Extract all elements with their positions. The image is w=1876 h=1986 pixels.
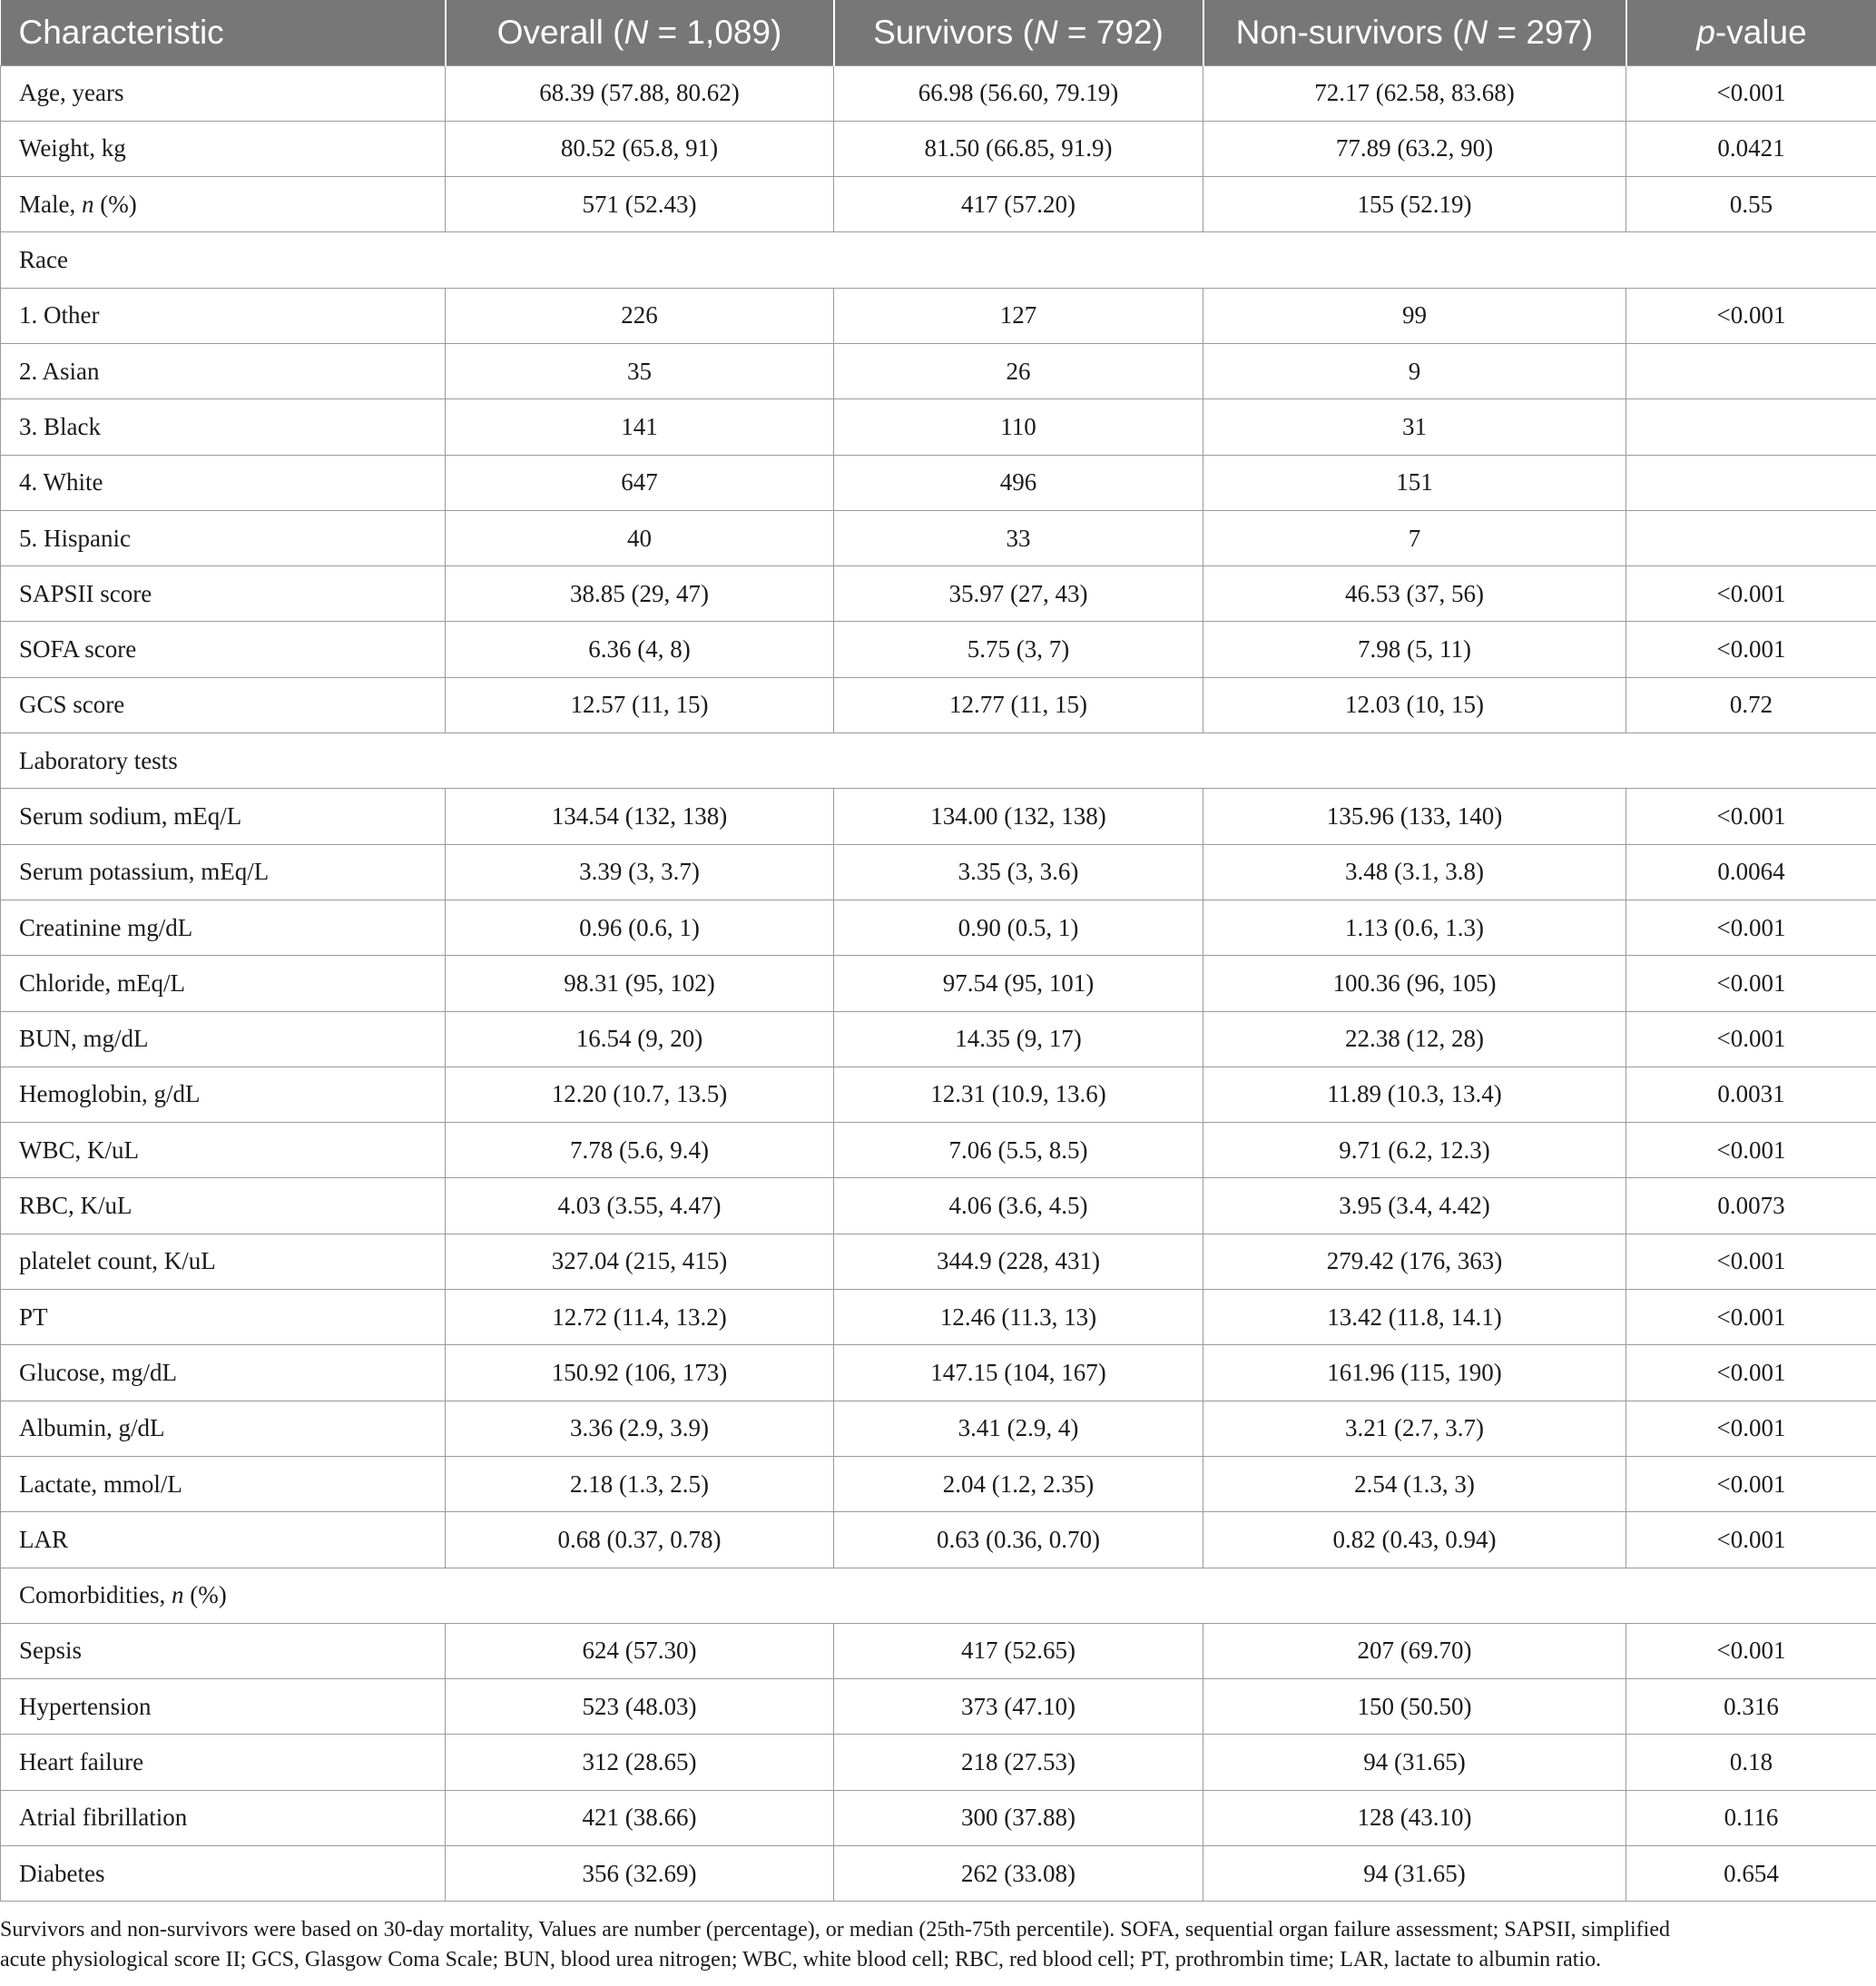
cell-p-value: <0.001 [1626,1011,1876,1067]
row-label: Creatinine mg/dL [1,900,446,955]
cell-overall: 40 [446,510,834,565]
cell-p-value: <0.001 [1626,288,1876,343]
row-label: SOFA score [1,622,446,677]
row-label: 1. Other [1,288,446,343]
cell-survivors: 4.06 (3.6, 4.5) [834,1178,1203,1234]
cell-overall: 327.04 (215, 415) [446,1234,834,1289]
cell-survivors: 373 (47.10) [834,1679,1203,1735]
cell-p-value [1626,399,1876,455]
table-row [1,789,1876,844]
table-row [1,622,1876,677]
cell-p-value: 0.116 [1626,1790,1876,1845]
table-row [1,566,1876,622]
cell-survivors: 26 [834,343,1203,398]
cell-non-survivors: 207 (69.70) [1203,1623,1626,1678]
cell-non-survivors: 135.96 (133, 140) [1203,789,1626,844]
row-label: platelet count, K/uL [1,1234,446,1289]
table-row [1,177,1876,232]
row-label: 4. White [1,455,446,510]
cell-survivors: 0.63 (0.36, 0.70) [834,1512,1203,1568]
cell-survivors: 3.41 (2.9, 4) [834,1401,1203,1456]
cell-p-value: <0.001 [1626,1512,1876,1568]
cell-non-survivors: 13.42 (11.8, 14.1) [1203,1290,1626,1345]
table-row [1,65,1876,121]
cell-non-survivors: 94 (31.65) [1203,1846,1626,1902]
cell-overall: 523 (48.03) [446,1679,834,1735]
table-row [1,1623,1876,1678]
table-row [1,1735,1876,1790]
cell-p-value: 0.0421 [1626,121,1876,176]
row-label: 5. Hispanic [1,510,446,565]
cell-survivors: 110 [834,399,1203,455]
cell-overall: 4.03 (3.55, 4.47) [446,1178,834,1234]
row-label: GCS score [1,677,446,732]
cell-p-value: 0.55 [1626,177,1876,232]
table-row [1,900,1876,955]
row-label: Male, n (%) [1,177,446,232]
cell-overall: 3.36 (2.9, 3.9) [446,1401,834,1456]
cell-survivors: 344.9 (228, 431) [834,1234,1203,1289]
section-label: Race [1,232,1876,288]
table-row [1,1178,1876,1234]
table-row [1,1512,1876,1568]
row-label: Age, years [1,65,446,121]
cell-overall: 98.31 (95, 102) [446,956,834,1011]
cell-survivors: 35.97 (27, 43) [834,566,1203,622]
cell-survivors: 300 (37.88) [834,1790,1203,1845]
cell-non-survivors: 150 (50.50) [1203,1679,1626,1735]
table-row [1,288,1876,343]
cell-overall: 7.78 (5.6, 9.4) [446,1123,834,1178]
table-header [1,0,1876,65]
table-row [1,1011,1876,1067]
cell-non-survivors: 0.82 (0.43, 0.94) [1203,1512,1626,1568]
section-row [1,232,1876,288]
cell-p-value: <0.001 [1626,1401,1876,1456]
cell-survivors: 12.77 (11, 15) [834,677,1203,732]
cell-survivors: 66.98 (56.60, 79.19) [834,65,1203,121]
row-label: Hemoglobin, g/dL [1,1067,446,1122]
cell-non-survivors: 1.13 (0.6, 1.3) [1203,900,1626,955]
row-label: LAR [1,1512,446,1568]
table-row [1,343,1876,398]
cell-p-value [1626,455,1876,510]
cell-overall: 38.85 (29, 47) [446,566,834,622]
cell-overall: 12.72 (11.4, 13.2) [446,1290,834,1345]
cell-non-survivors: 279.42 (176, 363) [1203,1234,1626,1289]
cell-p-value: 0.654 [1626,1846,1876,1902]
cell-survivors: 5.75 (3, 7) [834,622,1203,677]
table-body [1,65,1876,1902]
cell-overall: 624 (57.30) [446,1623,834,1678]
table-row [1,1290,1876,1345]
cell-overall: 134.54 (132, 138) [446,789,834,844]
row-label: Lactate, mmol/L [1,1456,446,1511]
table-row [1,1345,1876,1401]
cell-overall: 80.52 (65.8, 91) [446,121,834,176]
row-label: Sepsis [1,1623,446,1678]
cell-p-value [1626,510,1876,565]
header-p-value: p-value [1626,0,1876,65]
row-label: Serum sodium, mEq/L [1,789,446,844]
cell-p-value: 0.0031 [1626,1067,1876,1122]
row-label: Albumin, g/dL [1,1401,446,1456]
row-label: SAPSII score [1,566,446,622]
cell-p-value: <0.001 [1626,1290,1876,1345]
cell-p-value: 0.72 [1626,677,1876,732]
row-label: 2. Asian [1,343,446,398]
cell-p-value: <0.001 [1626,956,1876,1011]
row-label: Heart failure [1,1735,446,1790]
cell-survivors: 7.06 (5.5, 8.5) [834,1123,1203,1178]
cell-survivors: 0.90 (0.5, 1) [834,900,1203,955]
table-row [1,1067,1876,1122]
cell-non-survivors: 3.21 (2.7, 3.7) [1203,1401,1626,1456]
cell-non-survivors: 11.89 (10.3, 13.4) [1203,1067,1626,1122]
row-label: RBC, K/uL [1,1178,446,1234]
cell-survivors: 218 (27.53) [834,1735,1203,1790]
cell-p-value: <0.001 [1626,1234,1876,1289]
table-row [1,121,1876,176]
header-non-survivors: Non-survivors (N = 297) [1203,0,1626,65]
cell-non-survivors: 22.38 (12, 28) [1203,1011,1626,1067]
cell-p-value: 0.0064 [1626,844,1876,900]
cell-non-survivors: 3.95 (3.4, 4.42) [1203,1178,1626,1234]
table-row [1,844,1876,900]
cell-overall: 12.57 (11, 15) [446,677,834,732]
cell-p-value: <0.001 [1626,789,1876,844]
cell-overall: 16.54 (9, 20) [446,1011,834,1067]
cell-p-value: 0.0073 [1626,1178,1876,1234]
footnote-line: acute physiological score II; GCS, Glasgow Coma Scale; BUN, blood urea nitrogen; WBC, white blood cell; RBC, red blood cell; PT, prothrombin time; LAR, lactate to albumin ratio. [0,1948,1602,1971]
table-row [1,956,1876,1011]
cell-non-survivors: 7 [1203,510,1626,565]
cell-overall: 226 [446,288,834,343]
table-footnote [0,1915,1870,1975]
header-overall: Overall (N = 1,089) [446,0,834,65]
cell-non-survivors: 9.71 (6.2, 12.3) [1203,1123,1626,1178]
cell-survivors: 147.15 (104, 167) [834,1345,1203,1401]
cell-p-value: <0.001 [1626,1345,1876,1401]
cell-survivors: 127 [834,288,1203,343]
table-row [1,399,1876,455]
cell-overall: 421 (38.66) [446,1790,834,1845]
row-label: BUN, mg/dL [1,1011,446,1067]
cell-survivors: 2.04 (1.2, 2.35) [834,1456,1203,1511]
cell-overall: 6.36 (4, 8) [446,622,834,677]
cell-non-survivors: 3.48 (3.1, 3.8) [1203,844,1626,900]
cell-survivors: 417 (57.20) [834,177,1203,232]
cell-overall: 35 [446,343,834,398]
cell-overall: 141 [446,399,834,455]
section-row [1,1568,1876,1623]
table-row [1,1456,1876,1511]
table-row [1,1679,1876,1735]
table-row [1,1234,1876,1289]
cell-non-survivors: 31 [1203,399,1626,455]
row-label: 3. Black [1,399,446,455]
header-row [1,0,1876,65]
cell-overall: 0.96 (0.6, 1) [446,900,834,955]
cell-non-survivors: 151 [1203,455,1626,510]
cell-p-value: 0.316 [1626,1679,1876,1735]
cell-non-survivors: 100.36 (96, 105) [1203,956,1626,1011]
table-row [1,1401,1876,1456]
cell-non-survivors: 46.53 (37, 56) [1203,566,1626,622]
cell-non-survivors: 155 (52.19) [1203,177,1626,232]
cell-p-value: <0.001 [1626,566,1876,622]
cell-p-value: <0.001 [1626,622,1876,677]
cell-non-survivors: 72.17 (62.58, 83.68) [1203,65,1626,121]
table-row [1,510,1876,565]
row-label: Hypertension [1,1679,446,1735]
cell-overall: 571 (52.43) [446,177,834,232]
cell-survivors: 97.54 (95, 101) [834,956,1203,1011]
cell-non-survivors: 161.96 (115, 190) [1203,1345,1626,1401]
cell-overall: 150.92 (106, 173) [446,1345,834,1401]
cell-survivors: 14.35 (9, 17) [834,1011,1203,1067]
cell-overall: 647 [446,455,834,510]
row-label: Weight, kg [1,121,446,176]
cell-p-value: <0.001 [1626,900,1876,955]
row-label: Serum potassium, mEq/L [1,844,446,900]
cell-non-survivors: 7.98 (5, 11) [1203,622,1626,677]
cell-survivors: 417 (52.65) [834,1623,1203,1678]
cell-non-survivors: 2.54 (1.3, 3) [1203,1456,1626,1511]
row-label: Diabetes [1,1846,446,1902]
cell-survivors: 81.50 (66.85, 91.9) [834,121,1203,176]
row-label: Glucose, mg/dL [1,1345,446,1401]
table-row [1,455,1876,510]
cell-survivors: 33 [834,510,1203,565]
cell-overall: 12.20 (10.7, 13.5) [446,1067,834,1122]
row-label: PT [1,1290,446,1345]
cell-non-survivors: 99 [1203,288,1626,343]
cell-overall: 356 (32.69) [446,1846,834,1902]
cell-survivors: 3.35 (3, 3.6) [834,844,1203,900]
cell-overall: 68.39 (57.88, 80.62) [446,65,834,121]
cell-overall: 312 (28.65) [446,1735,834,1790]
cell-survivors: 496 [834,455,1203,510]
cell-p-value: <0.001 [1626,1623,1876,1678]
cell-non-survivors: 128 (43.10) [1203,1790,1626,1845]
row-label: WBC, K/uL [1,1123,446,1178]
section-row [1,733,1876,789]
table-row [1,677,1876,732]
cell-non-survivors: 12.03 (10, 15) [1203,677,1626,732]
cell-non-survivors: 94 (31.65) [1203,1735,1626,1790]
table-row [1,1790,1876,1845]
table-row [1,1846,1876,1902]
header-survivors: Survivors (N = 792) [834,0,1203,65]
section-label: Comorbidities, n (%) [1,1568,1876,1623]
row-label: Chloride, mEq/L [1,956,446,1011]
cell-non-survivors: 77.89 (63.2, 90) [1203,121,1626,176]
section-label: Laboratory tests [1,733,1876,789]
cell-overall: 2.18 (1.3, 2.5) [446,1456,834,1511]
footnote-line: Survivors and non-survivors were based on 30-day mortality, Values are number (percentage), or median (25th-75th percentile). SOFA, sequential organ failure assessment; SAPSII, simplified [0,1918,1670,1942]
cell-p-value: <0.001 [1626,1123,1876,1178]
cell-survivors: 12.46 (11.3, 13) [834,1290,1203,1345]
cell-survivors: 134.00 (132, 138) [834,789,1203,844]
row-label: Atrial fibrillation [1,1790,446,1845]
cell-non-survivors: 9 [1203,343,1626,398]
cell-overall: 0.68 (0.37, 0.78) [446,1512,834,1568]
header-characteristic: Characteristic [1,0,446,65]
table-row [1,1123,1876,1178]
cell-p-value: <0.001 [1626,1456,1876,1511]
cell-overall: 3.39 (3, 3.7) [446,844,834,900]
cell-survivors: 262 (33.08) [834,1846,1203,1902]
cell-p-value [1626,343,1876,398]
cell-survivors: 12.31 (10.9, 13.6) [834,1067,1203,1122]
cell-p-value: <0.001 [1626,65,1876,121]
cell-p-value: 0.18 [1626,1735,1876,1790]
